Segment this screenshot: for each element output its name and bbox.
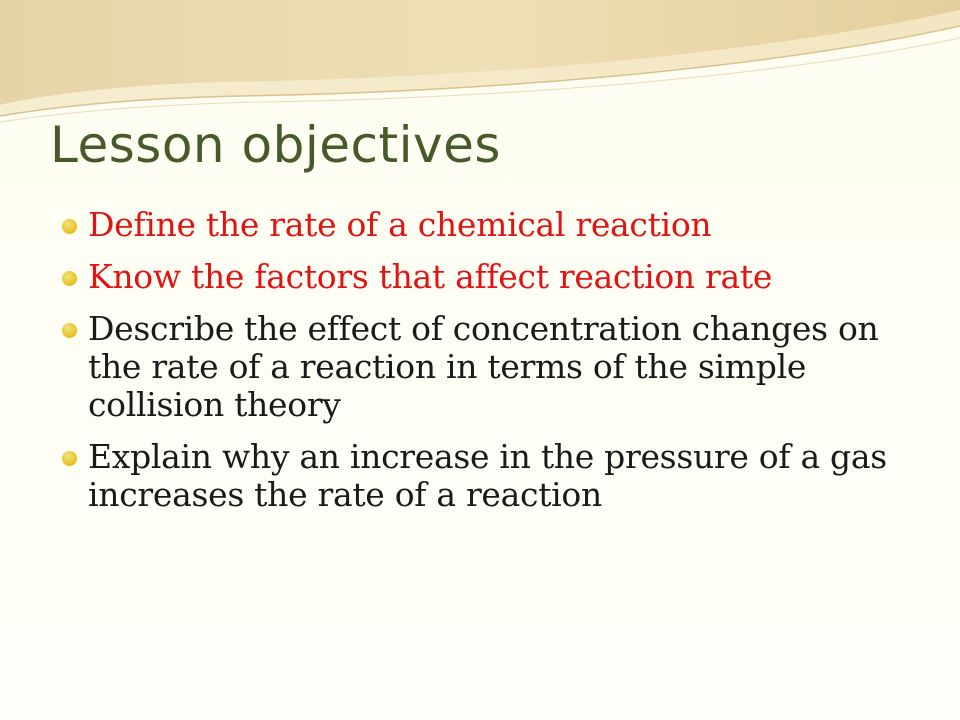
objective-item bbox=[60, 310, 920, 424]
slide-title: Lesson objectives bbox=[50, 116, 501, 174]
decorative-swoosh bbox=[0, 0, 960, 130]
objective-text: Explain why an increase in the pressure of a gas increases the rate of a reaction bbox=[88, 437, 887, 514]
bullet-icon bbox=[62, 451, 77, 466]
objectives-list bbox=[60, 206, 920, 528]
objective-item bbox=[60, 206, 920, 244]
objective-item bbox=[60, 258, 920, 296]
objective-text: Know the factors that affect reaction rate bbox=[88, 257, 773, 296]
objective-text: Describe the effect of concentration changes on the rate of a reaction in terms of the simple collision theory bbox=[88, 309, 879, 424]
objective-text: Define the rate of a chemical reaction bbox=[88, 205, 712, 244]
bullet-icon bbox=[62, 323, 77, 338]
objective-item bbox=[60, 438, 920, 514]
bullet-icon bbox=[62, 271, 77, 286]
bullet-icon bbox=[62, 219, 77, 234]
